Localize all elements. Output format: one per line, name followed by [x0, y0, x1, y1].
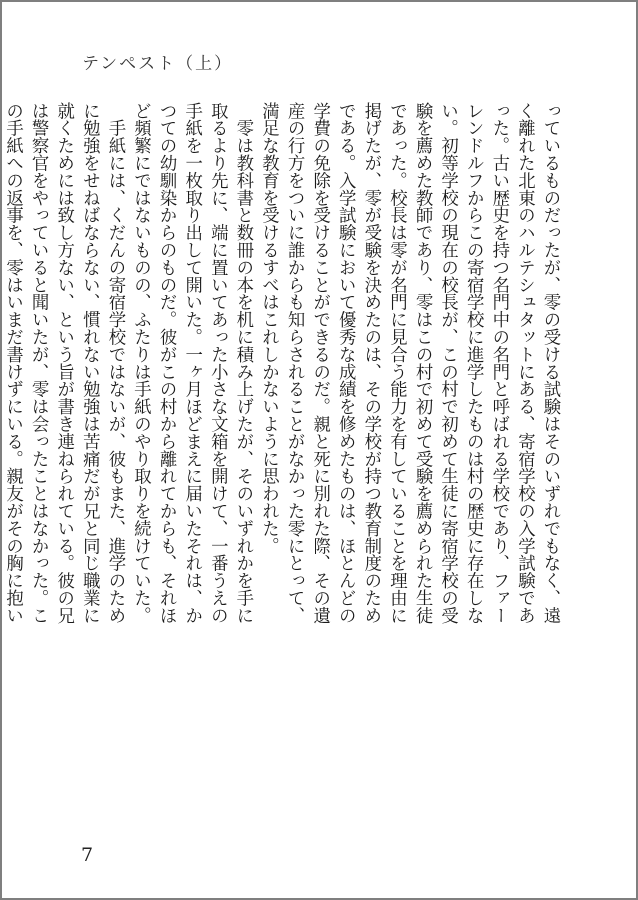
paragraph-1: っているものだったが、零の受ける試験はそのいずれでもなく、遠く離れた北東のハルテシュタットにある、寄宿学校の入学試験であった。古い歴史を持つ名門中の名門と呼ばれる学校であり、ファーレンドルフからこの寄宿学校に進学したものは村の歴史に存在しない。初等学校の現在の校長が、この村で初めて生徒に寄宿学校の受験を薦めた教師であり、零はこの村で初めて受験を薦められた生徒であった。校長は零が名門に見合う能力を有していることを理由に掲げたが、零が受験を決めたのは、その学校が持つ教育制度のためである。入学試験において優秀な成績を修めたものは、ほとんどの学費の免除を受けることができるのだ。親と死に別れた際、その遺産の行方をついに誰からも知らされることがなかった零にとって、満足な教育を受けるすべはこれしかないように思われた。	[258, 102, 560, 624]
vertical-body-text	[2, 102, 562, 632]
page-number: 7	[81, 844, 94, 866]
running-header: テンペスト（上）	[82, 54, 234, 74]
paragraph-2: 零は教科書と数冊の本を机に積み上げたが、そのいずれかを手に取るより先に、端に置いてあった小さな文箱を開けて、一番うえの手紙を一枚取り出して開いた。一ヶ月ほどまえに届いたそれは、かつての幼馴染からのものだ。彼がこの村から離れてからも、それほど頻繁にではないものの、ふたりは手紙のやり取りを続けていた。	[130, 102, 253, 624]
paragraph-3: 手紙には、くだんの寄宿学校ではないが、彼もまた、進学のために勉強をせねばならない、慣れない勉強は苦痛だが兄と同じ職業に就くためには致し方ない、という旨が書き連ねられている。彼の兄は警察官をやっていると聞いたが、零は会ったことはなかった。この手紙への返事を、零はいまだ書けずにいる。親友がその胸に抱い	[2, 102, 125, 624]
